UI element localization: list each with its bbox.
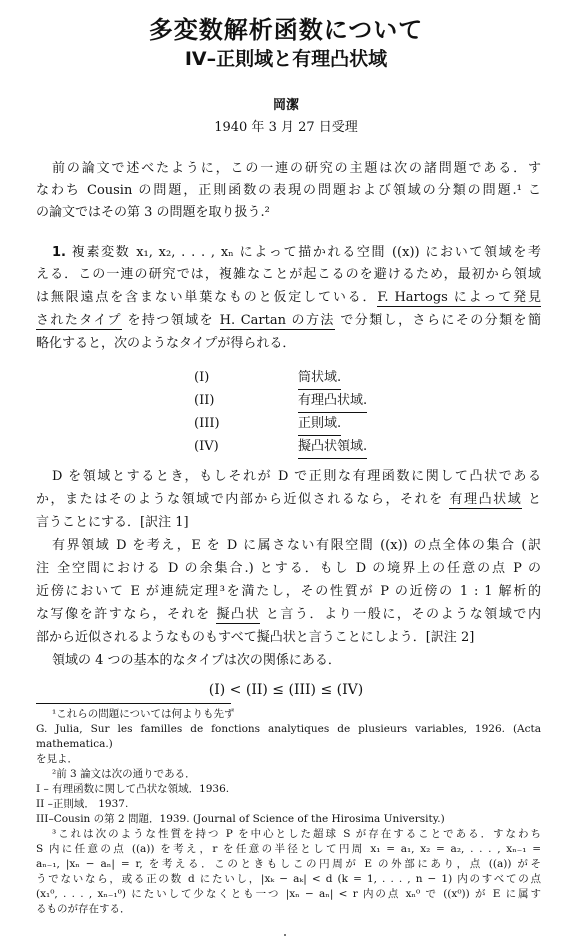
type-name: 擬凸状領域. — [298, 437, 367, 459]
para2-line-1: D を領域とするとき，もしそれが D で正則な有理函数に関して凸状である — [52, 469, 541, 484]
section1-line-1 — [52, 243, 541, 263]
section1-line-2: える．この一連の研究では，複雑なことが起こるのを避けるため，最初から領域 — [36, 267, 541, 282]
para3-line-5: 部から近似されるようなものもすべて擬凸状と言うことにしよう．[訳注 2] — [36, 630, 475, 645]
footnote-3-line: S 内に任意の点 ((a)) を考え，r を任意の半径として円周 x₁ = a₁, x₂ = a₂, . . . , xₙ₋₁ = — [36, 843, 541, 855]
footnote-1-end: を見よ． — [36, 753, 78, 765]
para3-line-4-text-b: と言う．より一般に，そのような領域で内 — [265, 607, 541, 622]
hartogs-underlined: F. Hartogs によって発見 — [377, 290, 541, 305]
type-underlined: されたタイプ — [36, 313, 122, 328]
para2-line-2 — [36, 490, 541, 510]
pseudoconvex-underlined: 擬凸状 — [216, 607, 261, 622]
rational-convex-underlined: 有理凸状域 — [449, 492, 523, 507]
footnote-2-item: I – 有理函数に関して凸状な領域．1936. — [36, 783, 230, 795]
type-name: 筒状域. — [298, 368, 341, 390]
inequality-display: (I) < (II) ≤ (III) ≤ (IV) — [208, 682, 364, 698]
para2-line-2-end: と — [527, 492, 541, 507]
section1-line-5: 略化すると，次のようなタイプが得られる． — [36, 336, 296, 351]
section1-line-1-text: 複素変数 x₁, x₂, . . . , xₙ によって描かれる空間 ((x)) において領域を考 — [71, 245, 541, 260]
footnote-1-intro: ¹これらの問題については何よりも先ず — [52, 708, 235, 720]
para4-line-1: 領域の 4 つの基本的なタイプは次の関係にある． — [52, 653, 341, 668]
type-number: (IV) — [194, 439, 219, 454]
intro-line-2: なわち Cousin の問題，正則函数の表現の問題および領域の分類の問題.¹ こ — [36, 183, 541, 198]
section1-line-4 — [36, 311, 541, 331]
para3-line-1: 有界領域 D を考え，E を D に属さない有限空間 ((x)) の点全体の集合 (訳 — [52, 538, 541, 553]
footnote-2-intro: ²前 3 論文は次の通りである． — [52, 768, 196, 780]
para2-line-2-text: か，またはそのような領域で内部から近似されるなら，それを — [36, 492, 444, 507]
section1-line-3 — [36, 288, 541, 308]
footnote-3-line: aₙ₋₁, |xₙ − aₙ| = r, を考える．このときもしこの円周が E の外部にあり，点 ((a)) がそ — [36, 858, 541, 870]
footnote-1-citation: G. Julia, Sur les familles de fonctions analytiques de plusieurs variables, 1926. (Acta — [36, 723, 541, 735]
section-number: 1. — [52, 245, 66, 260]
footnote-3-line: (x₁⁰, . . . , xₙ₋₁⁰) にたいして少なくとも一つ |xₙ − aₙ| < r 内の点 xₙ⁰ で ((x⁰)) が E に属す — [36, 888, 541, 900]
footnote-3-line: るものが存在する． — [36, 903, 131, 915]
section1-line-3-text: は無限遠点を含まない単葉なものと仮定している． — [36, 290, 378, 305]
type-number: (II) — [194, 393, 215, 408]
footnote-1-journal: mathematica.) — [36, 738, 113, 750]
intro-line-3: の論文ではその第 3 の問題を取り扱う.² — [36, 205, 270, 220]
section1-line-4-text-a: を持つ領域を — [127, 313, 215, 328]
footnote-2-item: II –正則域． 1937. — [36, 798, 129, 810]
intro-line-1: 前の論文で述べたように，この一連の研究の主題は次の諸問題である．す — [52, 161, 541, 176]
type-number: (III) — [194, 416, 220, 431]
type-name: 正則域. — [298, 414, 341, 436]
paper-subtitle: IV–正則域と有理凸状域 — [184, 48, 388, 70]
para3-line-4 — [36, 605, 541, 625]
received-date: 1940 年 3 月 27 日受理 — [214, 120, 358, 135]
page-mark — [284, 934, 286, 936]
paper-title: 多変数解析函数について — [148, 16, 424, 44]
footnote-2-item: III–Cousin の第 2 問題．1939. (Journal of Science of the Hirosima University.) — [36, 813, 445, 825]
type-name: 有理凸状域. — [298, 391, 367, 413]
para3-line-2: 注 全空間における D の余集合.) とする．もし D の境界上の任意の点 P の — [36, 561, 541, 576]
para2-line-3: 言うことにする．[訳注 1] — [36, 515, 189, 530]
para3-line-3: 近傍において E が連続定理³を満たし，その性質が P の近傍の 1 : 1 解析的 — [36, 584, 541, 599]
author-name: 岡潔 — [272, 98, 299, 113]
footnote-3-line: ³これは次のような性質を持つ P を中心とした超球 S が存在することである．すなわち — [52, 828, 541, 840]
para3-line-4-text-a: な写像を許すなら，それを — [36, 607, 211, 622]
section1-line-4-text-b: で分類し，さらにその分類を簡 — [340, 313, 541, 328]
footnote-3-line: うでないなら，或る正の数 d にたいし，|xₖ − aₖ| < d (k = 1, . . . , n − 1) 内のすべての点 — [36, 873, 541, 885]
cartan-method-underlined: H. Cartan の方法 — [219, 313, 335, 328]
footnote-rule — [36, 703, 231, 704]
type-number: (I) — [194, 370, 210, 385]
